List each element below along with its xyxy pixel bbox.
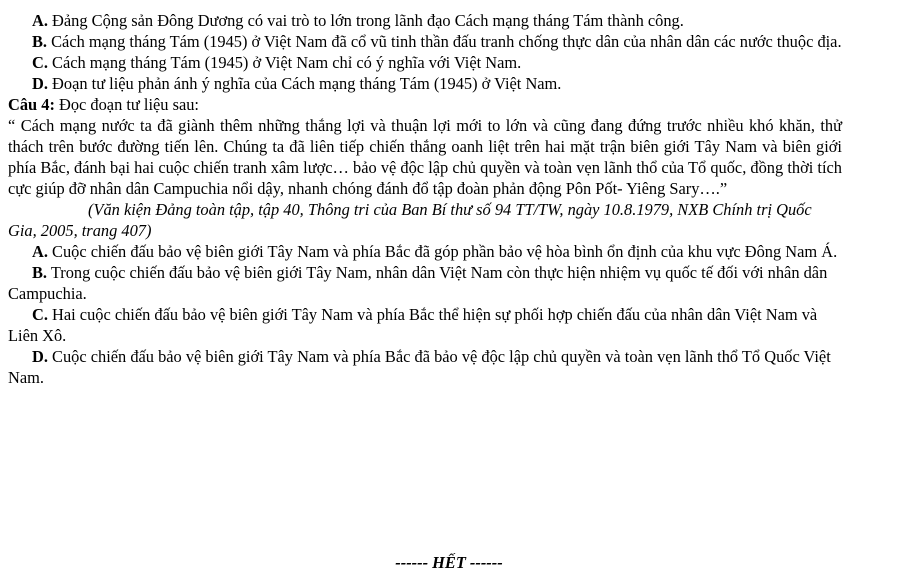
option-label: B. [32, 32, 48, 51]
option-label: D. [32, 74, 48, 93]
question-prompt: Đọc đoạn tư liệu sau: [54, 95, 199, 114]
option-text: Cách mạng tháng Tám (1945) ở Việt Nam đã cổ vũ tinh thần đấu tranh chống thực dân của nhân dân các nước thuộc địa. [47, 32, 842, 51]
option-text: Đoạn tư liệu phản ánh ý nghĩa của Cách mạng tháng Tám (1945) ở Việt Nam. [47, 74, 562, 93]
option-text: Cách mạng tháng Tám (1945) ở Việt Nam chỉ có ý nghĩa với Việt Nam. [47, 53, 522, 72]
q4-passage: “ Cách mạng nước ta đã giành thêm những thắng lợi và thuận lợi mới to lớn và cũng đang đứng trước nhiều khó khăn, thử thách trên bước đường tiến lên. Chúng ta đã liên tiếp chiến thắng oanh liệt trên hai mặt trận biên giới Tây Nam và biên giới phía Bắc, đánh bại hai cuộc chiến tranh xâm lược… bảo vệ độc lập chủ quyền và toàn vẹn lãnh thổ của Tổ quốc, đồng thời tích cực giúp đỡ nhân dân Campuchia nổi dậy, nhanh chóng đánh đổ tập đoàn phản động Pôn Pốt- Yiêng Sary….” [8, 116, 842, 198]
option-label: A. [32, 11, 48, 30]
q4-heading [8, 94, 842, 115]
end-marker: ------ HẾT ------ [395, 553, 503, 572]
q4-option-a [8, 241, 842, 262]
q3-option-a [8, 10, 842, 31]
option-label: C. [32, 305, 48, 324]
option-label: A. [32, 242, 48, 261]
option-text: Cuộc chiến đấu bảo vệ biên giới Tây Nam và phía Bắc đã góp phần bảo vệ hòa bình ổn định của khu vực Đông Nam Á. [47, 242, 838, 261]
option-text: Hai cuộc chiến đấu bảo vệ biên giới Tây Nam và phía Bắc thể hiện sự phối hợp chiến đấu của nhân dân Việt Nam và Liên Xô. [8, 305, 818, 345]
q4-option-d [8, 346, 842, 388]
question-number: Câu 4: [8, 95, 55, 114]
option-text: Cuộc chiến đấu bảo vệ biên giới Tây Nam và phía Bắc đã bảo vệ độc lập chủ quyền và toàn vẹn lãnh thổ Tổ Quốc Việt Nam. [8, 347, 831, 387]
q3-option-d [8, 73, 842, 94]
option-text: Trong cuộc chiến đấu bảo vệ biên giới Tây Nam, nhân dân Việt Nam còn thực hiện nhiệm vụ quốc tế đối với nhân dân Campuchia. [8, 263, 828, 303]
q4-option-c [8, 304, 842, 346]
q4-source-citation: (Văn kiện Đảng toàn tập, tập 40, Thông tri của Ban Bí thư số 94 TT/TW, ngày 10.8.1979, NXB Chính trị Quốc Gia, 2005, trang 407) [8, 200, 812, 240]
option-text: Đảng Cộng sản Đông Dương có vai trò to lớn trong lãnh đạo Cách mạng tháng Tám thành công. [47, 11, 684, 30]
q3-option-b [8, 31, 842, 52]
q3-option-c [8, 52, 842, 73]
option-label: C. [32, 53, 48, 72]
option-label: D. [32, 347, 48, 366]
option-label: B. [32, 263, 48, 282]
q4-option-b [8, 262, 842, 304]
exam-page [8, 10, 842, 388]
